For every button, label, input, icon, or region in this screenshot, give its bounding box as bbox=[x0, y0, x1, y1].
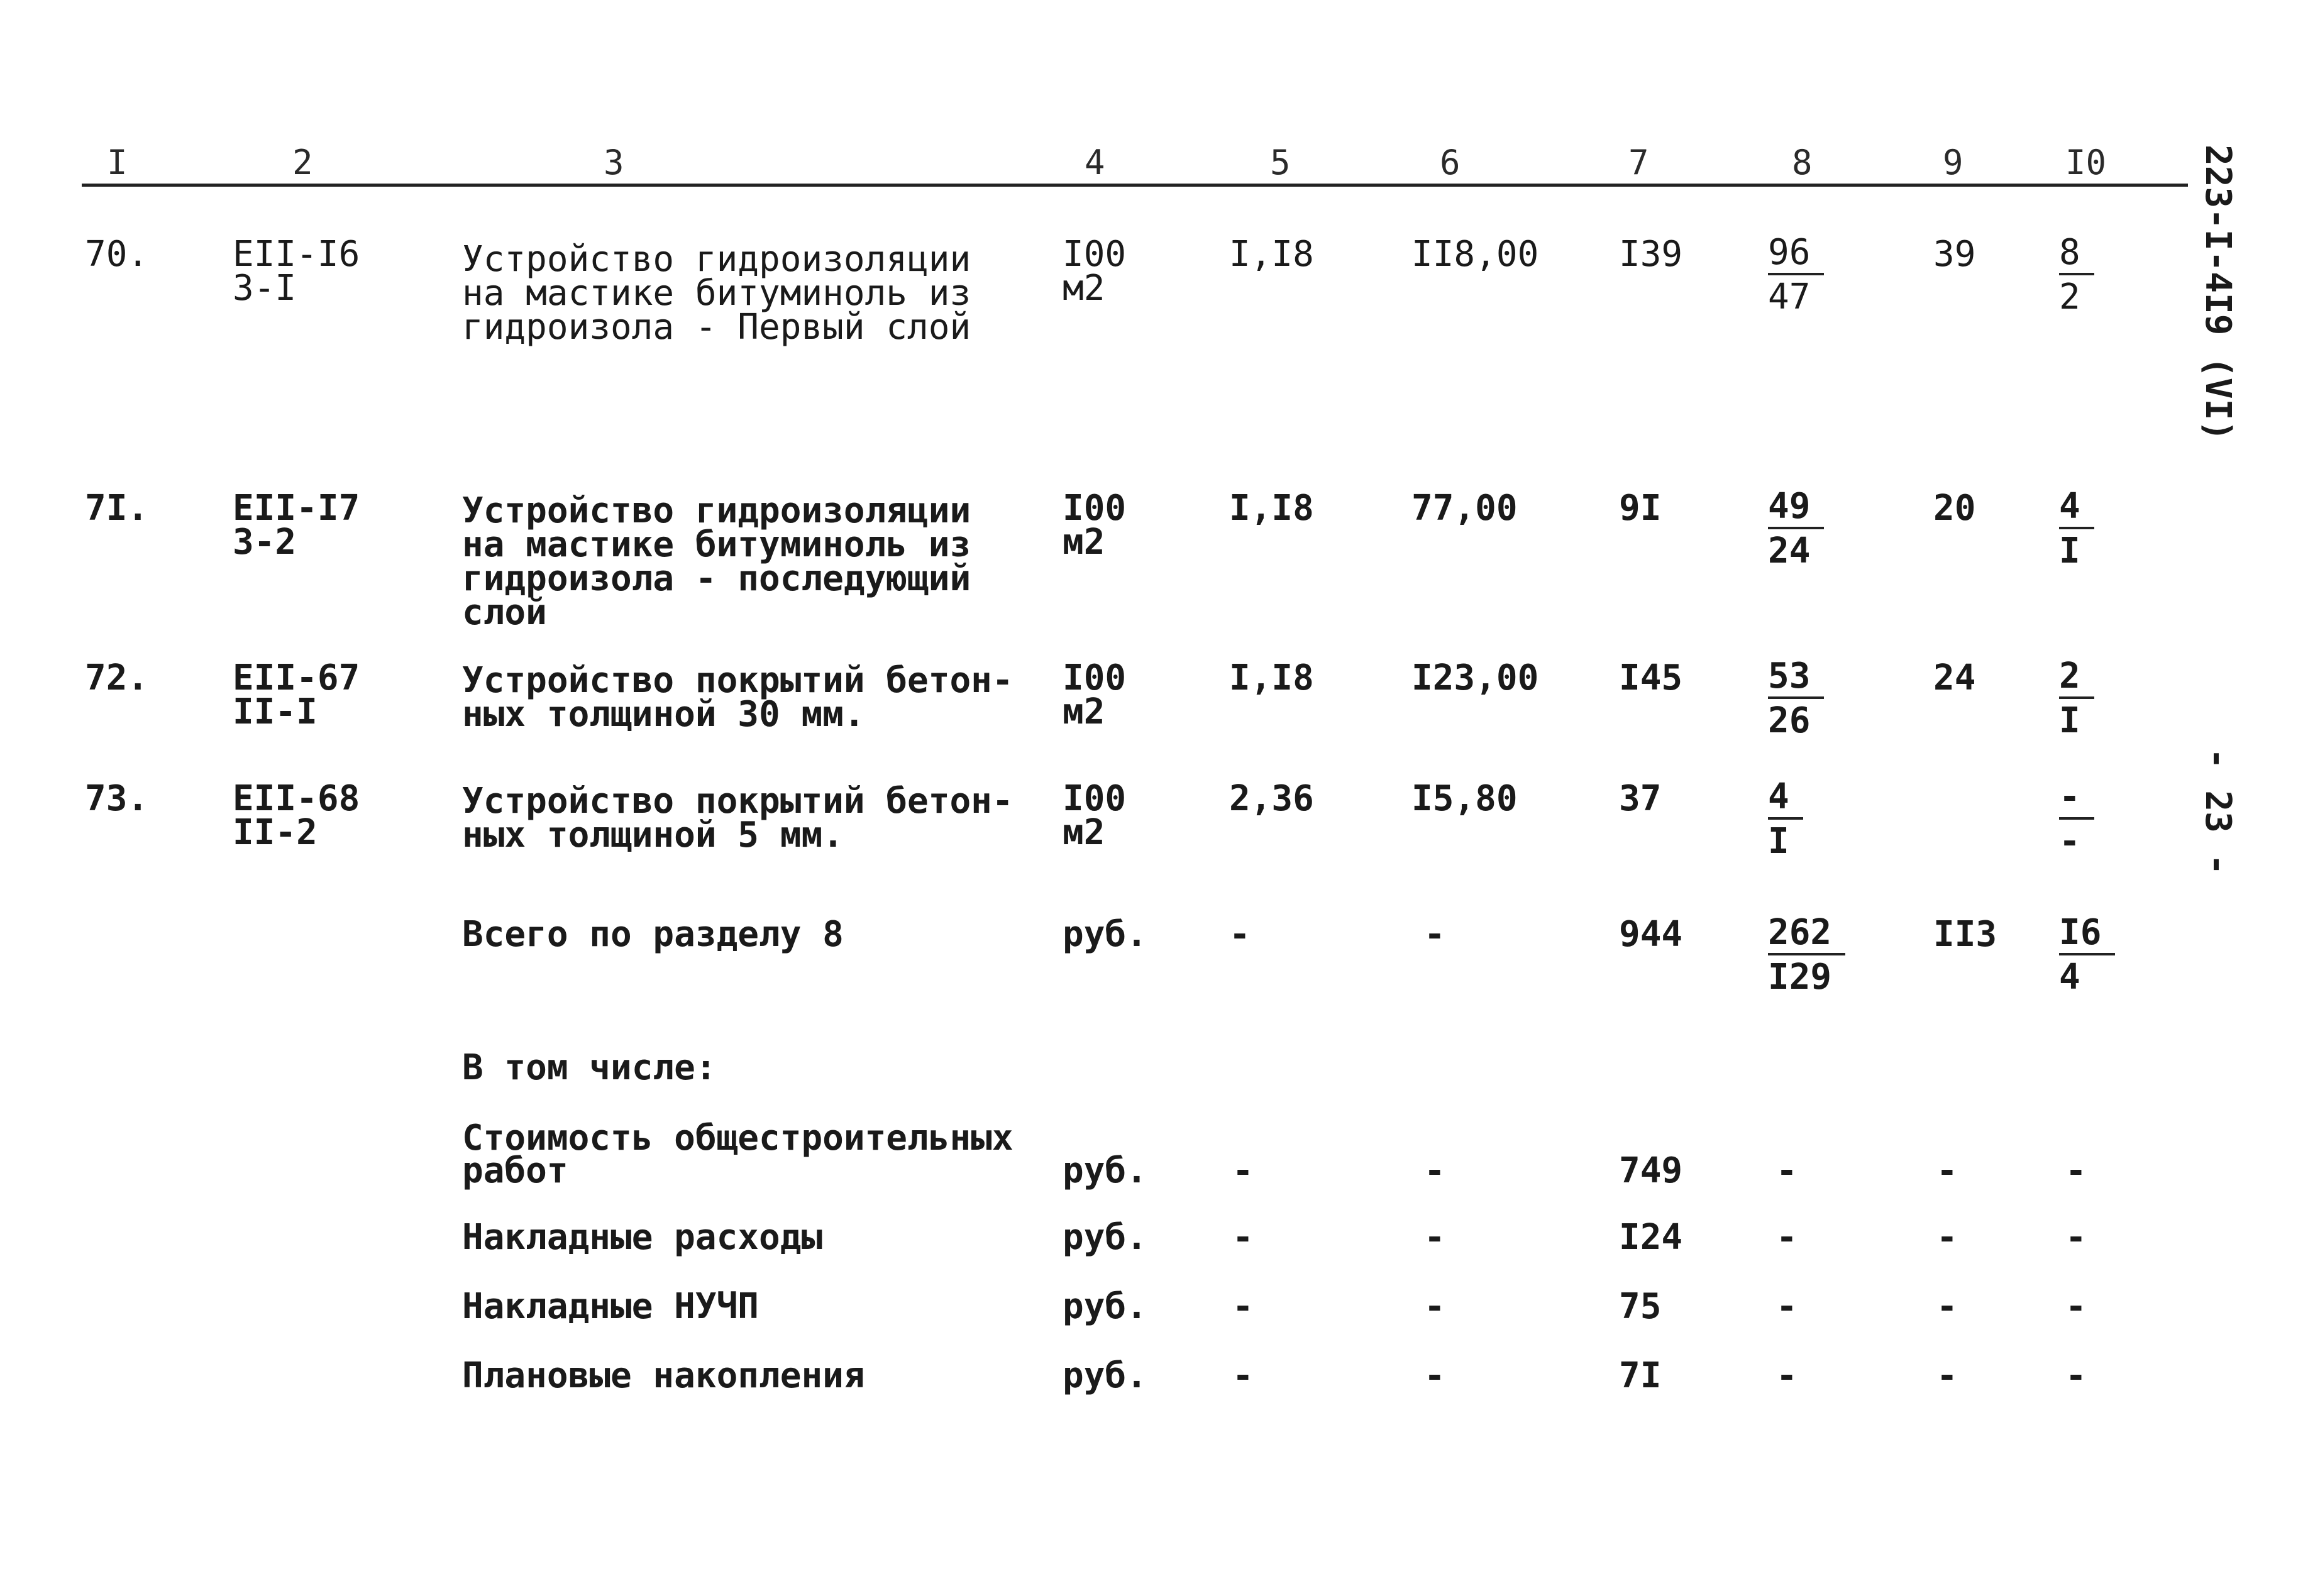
row-unit-line2: м2 bbox=[1063, 522, 1105, 563]
row-col8-fraction bbox=[1768, 658, 1824, 743]
col-header-5: 5 bbox=[1270, 143, 1291, 182]
summary-col5: - bbox=[1232, 1150, 1254, 1191]
row-col10-top: 4 bbox=[2059, 488, 2094, 529]
row-col9: 20 bbox=[1933, 488, 1976, 529]
summary-label-line1: Плановые накопления bbox=[462, 1355, 865, 1396]
row-desc-line3: гидроизола - Первый слой bbox=[462, 307, 971, 348]
row-col8-top: 53 bbox=[1768, 658, 1824, 699]
summary-label-line2: работ bbox=[462, 1150, 568, 1191]
row-number: 72. bbox=[85, 658, 149, 698]
total-col10-top: I6 bbox=[2059, 914, 2115, 955]
row-col10-top: 2 bbox=[2059, 658, 2094, 699]
row-col9: 24 bbox=[1933, 658, 1976, 698]
total-col8-top: 262 bbox=[1768, 914, 1845, 955]
row-number: 73. bbox=[85, 778, 149, 819]
row-unit-line2: м2 bbox=[1063, 691, 1105, 732]
row-col10-bottom: - bbox=[2059, 821, 2080, 862]
summary-col9: - bbox=[1936, 1286, 1958, 1327]
summary-col8: - bbox=[1776, 1286, 1798, 1327]
summary-col8: - bbox=[1776, 1150, 1798, 1191]
total-unit: руб. bbox=[1063, 914, 1147, 955]
summary-col9: - bbox=[1936, 1355, 1958, 1396]
document-code: 223-I-4I9 (VI) bbox=[2197, 145, 2238, 442]
row-col5: 2,36 bbox=[1229, 778, 1314, 819]
row-col10-fraction bbox=[2059, 658, 2094, 743]
total-label: Всего по разделу 8 bbox=[462, 914, 844, 955]
row-col10-top: 8 bbox=[2059, 234, 2094, 275]
row-desc-line2: на мастике битуминоль из bbox=[462, 524, 971, 565]
row-col8-top: 96 bbox=[1768, 234, 1824, 275]
total-col5: - bbox=[1229, 914, 1251, 955]
row-desc-line2: ных толщиной 30 мм. bbox=[462, 694, 865, 735]
row-col7: 37 bbox=[1619, 778, 1662, 819]
summary-col7: I24 bbox=[1619, 1217, 1683, 1258]
summary-unit: руб. bbox=[1063, 1150, 1147, 1191]
summary-label-line1: Накладные расходы bbox=[462, 1217, 823, 1258]
summary-col6: - bbox=[1424, 1286, 1445, 1327]
summary-col5: - bbox=[1232, 1286, 1254, 1327]
row-col6: I5,80 bbox=[1411, 778, 1518, 819]
row-desc-line1: Устройство гидроизоляции bbox=[462, 239, 971, 280]
col-header-6: 6 bbox=[1440, 143, 1461, 182]
summary-col6: - bbox=[1424, 1355, 1445, 1396]
row-col6: I23,00 bbox=[1411, 658, 1539, 698]
row-col10-bottom: I bbox=[2059, 700, 2080, 741]
row-col8-fraction bbox=[1768, 488, 1824, 573]
row-col9: 39 bbox=[1933, 234, 1976, 275]
row-desc-line1: Устройство покрытий бетон- bbox=[462, 781, 1013, 822]
row-col7: I39 bbox=[1619, 234, 1683, 275]
row-desc-line1: Устройство покрытий бетон- bbox=[462, 660, 1013, 701]
col-header-8: 8 bbox=[1792, 143, 1813, 182]
total-col6: - bbox=[1424, 914, 1445, 955]
row-col8-top: 49 bbox=[1768, 488, 1824, 529]
row-col5: I,I8 bbox=[1229, 488, 1314, 529]
col-header-4: 4 bbox=[1085, 143, 1105, 182]
summary-col6: - bbox=[1424, 1217, 1445, 1258]
row-col10-bottom: I bbox=[2059, 531, 2080, 571]
summary-col8: - bbox=[1776, 1217, 1798, 1258]
row-col6: 77,00 bbox=[1411, 488, 1518, 529]
row-col8-top: 4 bbox=[1768, 778, 1803, 820]
including-label: В том числе: bbox=[462, 1047, 717, 1088]
summary-col10: - bbox=[2065, 1355, 2087, 1396]
row-code-line2: 3-2 bbox=[233, 522, 297, 563]
total-col8-bottom: I29 bbox=[1768, 957, 1832, 998]
summary-col9: - bbox=[1936, 1217, 1958, 1258]
row-code-line1: EII-67 bbox=[233, 658, 360, 698]
col-header-2: 2 bbox=[292, 143, 313, 182]
row-code-line1: EII-68 bbox=[233, 778, 360, 819]
row-code-line2: 3-I bbox=[233, 268, 297, 309]
row-code-line2: II-I bbox=[233, 691, 318, 732]
summary-label-line1: Накладные НУЧП bbox=[462, 1286, 759, 1327]
row-col8-fraction bbox=[1768, 778, 1803, 864]
page-number: - 23 - bbox=[2197, 748, 2238, 876]
col-header-3: 3 bbox=[604, 143, 624, 182]
row-col5: I,I8 bbox=[1229, 658, 1314, 698]
row-col6: II8,00 bbox=[1411, 234, 1539, 275]
row-col5: I,I8 bbox=[1229, 234, 1314, 275]
col-header-9: 9 bbox=[1943, 143, 1963, 182]
row-code-line1: EII-I7 bbox=[233, 488, 360, 529]
total-col10-fraction bbox=[2059, 914, 2115, 999]
summary-unit: руб. bbox=[1063, 1286, 1147, 1327]
row-col7: 9I bbox=[1619, 488, 1662, 529]
row-code-line1: EII-I6 bbox=[233, 234, 360, 275]
row-number: 7I. bbox=[85, 488, 149, 529]
row-unit-line1: I00 bbox=[1063, 658, 1127, 698]
row-number: 70. bbox=[85, 234, 149, 275]
row-desc-line2: на мастике битуминоль из bbox=[462, 273, 971, 314]
summary-col10: - bbox=[2065, 1286, 2087, 1327]
row-col10-fraction bbox=[2059, 488, 2094, 573]
col-header-7: 7 bbox=[1628, 143, 1649, 182]
row-unit-line1: I00 bbox=[1063, 234, 1127, 275]
summary-col9: - bbox=[1936, 1150, 1958, 1191]
row-desc-line3: гидроизола - последующий bbox=[462, 558, 971, 599]
summary-col7: 7I bbox=[1619, 1355, 1662, 1396]
row-col8-fraction bbox=[1768, 234, 1824, 319]
row-col8-bottom: 26 bbox=[1768, 700, 1811, 741]
row-col8-bottom: 47 bbox=[1768, 277, 1811, 317]
summary-col6: - bbox=[1424, 1150, 1445, 1191]
row-col8-bottom: I bbox=[1768, 821, 1789, 862]
col-header-1: I bbox=[107, 143, 128, 182]
summary-col7: 749 bbox=[1619, 1150, 1683, 1191]
summary-col5: - bbox=[1232, 1217, 1254, 1258]
total-col8-fraction bbox=[1768, 914, 1845, 999]
row-col10-fraction bbox=[2059, 234, 2094, 319]
row-col7: I45 bbox=[1619, 658, 1683, 698]
row-unit-line1: I00 bbox=[1063, 778, 1127, 819]
row-desc-line1: Устройство гидроизоляции bbox=[462, 490, 971, 531]
total-col9: II3 bbox=[1933, 914, 1997, 955]
row-code-line2: II-2 bbox=[233, 812, 318, 853]
row-unit-line2: м2 bbox=[1063, 268, 1105, 309]
summary-col10: - bbox=[2065, 1150, 2087, 1191]
total-col10-bottom: 4 bbox=[2059, 957, 2080, 998]
row-col10-fraction bbox=[2059, 778, 2094, 864]
col-header-10: I0 bbox=[2065, 143, 2107, 182]
row-col10-top: - bbox=[2059, 778, 2094, 820]
row-unit-line1: I00 bbox=[1063, 488, 1127, 529]
summary-col5: - bbox=[1232, 1355, 1254, 1396]
total-col7: 944 bbox=[1619, 914, 1683, 955]
header-rule bbox=[82, 184, 2188, 187]
row-desc-line2: ных толщиной 5 мм. bbox=[462, 815, 844, 856]
summary-label-line1: Стоимость общестроительных bbox=[462, 1118, 1013, 1158]
summary-unit: руб. bbox=[1063, 1217, 1147, 1258]
summary-unit: руб. bbox=[1063, 1355, 1147, 1396]
row-unit-line2: м2 bbox=[1063, 812, 1105, 853]
row-col8-bottom: 24 bbox=[1768, 531, 1811, 571]
summary-col7: 75 bbox=[1619, 1286, 1662, 1327]
row-col10-bottom: 2 bbox=[2059, 277, 2080, 317]
summary-col8: - bbox=[1776, 1355, 1798, 1396]
row-desc-line4: слой bbox=[462, 592, 547, 633]
summary-col10: - bbox=[2065, 1217, 2087, 1258]
